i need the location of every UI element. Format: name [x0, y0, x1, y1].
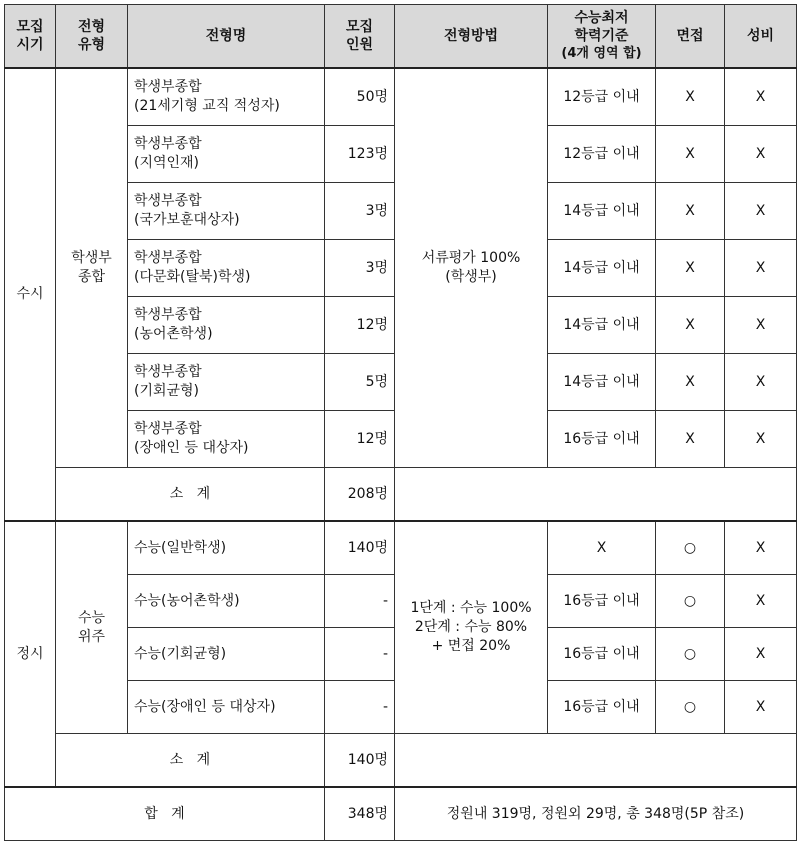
name-cell: 학생부종합 (기회균형)	[128, 354, 325, 411]
cost-cell: X	[725, 681, 797, 734]
quota-cell: 3명	[325, 240, 395, 297]
cost-cell: X	[725, 126, 797, 183]
interview-cell: ○	[656, 628, 725, 681]
method-jeongsi: 1단계 : 수능 100% 2단계 : 수능 80% + 면접 20%	[395, 521, 548, 734]
quota-cell: -	[325, 681, 395, 734]
cost-cell: X	[725, 521, 797, 575]
header-criteria-line2: 학력기준	[574, 28, 629, 44]
header-criteria-line3: (4개 영역 합)	[561, 46, 642, 61]
name-cell: 학생부종합 (국가보훈대상자)	[128, 183, 325, 240]
subtotal-quota: 208명	[325, 468, 395, 522]
total-row	[5, 787, 797, 841]
period-jeongsi: 정시	[5, 521, 56, 787]
cost-cell: X	[725, 240, 797, 297]
subtotal-label: 소 계	[56, 734, 325, 788]
criteria-cell: 16등급 이내	[548, 575, 656, 628]
name-cell: 학생부종합 (장애인 등 대상자)	[128, 411, 325, 468]
subtotal-row-jeongsi	[5, 734, 797, 788]
table-row	[5, 68, 797, 126]
cost-cell: X	[725, 354, 797, 411]
name-cell: 학생부종합 (다문화(탈북)학생)	[128, 240, 325, 297]
interview-cell: X	[656, 297, 725, 354]
criteria-cell: 12등급 이내	[548, 126, 656, 183]
quota-cell: 12명	[325, 297, 395, 354]
type-susi: 학생부 종합	[56, 68, 128, 468]
total-label: 합 계	[5, 787, 325, 841]
interview-cell: X	[656, 68, 725, 126]
header-row	[5, 5, 797, 69]
quota-cell: 140명	[325, 521, 395, 575]
cost-cell: X	[725, 297, 797, 354]
cost-cell: X	[725, 68, 797, 126]
quota-cell: 3명	[325, 183, 395, 240]
table-row	[5, 521, 797, 575]
header-cost: 성비	[725, 5, 797, 69]
quota-cell: -	[325, 628, 395, 681]
header-quota: 모집 인원	[325, 5, 395, 69]
total-note: 정원내 319명, 정원외 29명, 총 348명(5P 참조)	[395, 787, 797, 841]
criteria-cell: 14등급 이내	[548, 183, 656, 240]
method-susi: 서류평가 100% (학생부)	[395, 68, 548, 468]
criteria-cell: 16등급 이내	[548, 411, 656, 468]
quota-cell: 50명	[325, 68, 395, 126]
cost-cell: X	[725, 575, 797, 628]
interview-cell: X	[656, 411, 725, 468]
name-cell: 수능(장애인 등 대상자)	[128, 681, 325, 734]
cost-cell: X	[725, 628, 797, 681]
quota-cell: 12명	[325, 411, 395, 468]
header-method: 전형방법	[395, 5, 548, 69]
subtotal-empty	[395, 468, 797, 522]
interview-cell: X	[656, 240, 725, 297]
header-criteria-line1: 수능최저	[574, 10, 629, 26]
cost-cell: X	[725, 411, 797, 468]
quota-cell: -	[325, 575, 395, 628]
subtotal-empty	[395, 734, 797, 788]
criteria-cell: 14등급 이내	[548, 354, 656, 411]
header-type: 전형 유형	[56, 5, 128, 69]
interview-cell: ○	[656, 521, 725, 575]
subtotal-row-susi	[5, 468, 797, 522]
subtotal-label: 소 계	[56, 468, 325, 522]
interview-cell: X	[656, 183, 725, 240]
cost-cell: X	[725, 183, 797, 240]
name-cell: 수능(일반학생)	[128, 521, 325, 575]
type-jeongsi: 수능 위주	[56, 521, 128, 734]
name-cell: 수능(기회균형)	[128, 628, 325, 681]
subtotal-quota: 140명	[325, 734, 395, 788]
interview-cell: ○	[656, 575, 725, 628]
header-criteria	[548, 5, 656, 69]
criteria-cell: 16등급 이내	[548, 628, 656, 681]
header-interview: 면접	[656, 5, 725, 69]
admission-table	[4, 4, 797, 841]
interview-cell: X	[656, 354, 725, 411]
header-name: 전형명	[128, 5, 325, 69]
criteria-cell: 12등급 이내	[548, 68, 656, 126]
total-quota: 348명	[325, 787, 395, 841]
criteria-cell: 16등급 이내	[548, 681, 656, 734]
interview-cell: X	[656, 126, 725, 183]
name-cell: 학생부종합 (지역인재)	[128, 126, 325, 183]
name-cell: 수능(농어촌학생)	[128, 575, 325, 628]
name-cell: 학생부종합 (농어촌학생)	[128, 297, 325, 354]
criteria-cell: 14등급 이내	[548, 240, 656, 297]
quota-cell: 5명	[325, 354, 395, 411]
quota-cell: 123명	[325, 126, 395, 183]
criteria-cell: 14등급 이내	[548, 297, 656, 354]
header-period: 모집 시기	[5, 5, 56, 69]
period-susi: 수시	[5, 68, 56, 521]
name-cell: 학생부종합 (21세기형 교직 적성자)	[128, 68, 325, 126]
criteria-cell: X	[548, 521, 656, 575]
interview-cell: ○	[656, 681, 725, 734]
